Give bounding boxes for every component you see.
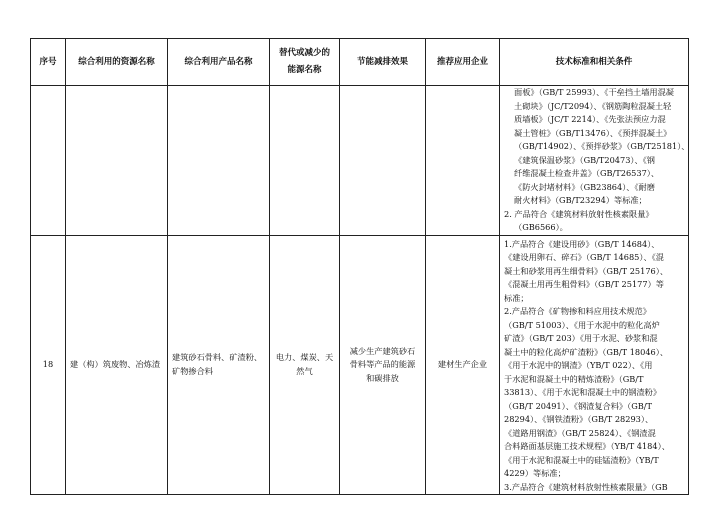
standard-line: 凝土管桩》（GB/T13476）、《预拌混凝土》: [514, 127, 672, 138]
cell-resource-empty: [66, 86, 168, 236]
standard-line: 《混凝土用再生粗骨料》（GB/T 25177）等: [504, 279, 664, 289]
standard-line: 28294）、《钢铁渣粉》（GB/T 28293）、: [504, 414, 654, 424]
standard-line: 《建筑保温砂浆》（GB/T20473）、《钢: [514, 154, 655, 165]
header-replace: 替代或减少的能源名称: [270, 39, 340, 86]
table-row-continuation: [31, 86, 689, 236]
standard-line: 4229）等标准；: [504, 468, 566, 478]
standard-line: 1.产品符合《建设用砂》（GB/T 14684）、: [504, 238, 660, 249]
standard-line: 矿渣》（GB/T 203）《用于水泥、砂浆和混: [504, 333, 658, 343]
header-row: [31, 39, 689, 86]
table-row-18: [31, 235, 689, 495]
standard-line: 凝土和砂浆用再生细骨料》（GB/T 25176）、: [504, 265, 669, 276]
standard-line: 合料路面基层施工技术规程》（YB/T 4184）、: [504, 441, 670, 451]
standard-line: 《用于水泥中的钢渣》（YB/T 022）、《用: [504, 360, 653, 370]
header-effect: 节能减排效果: [340, 39, 426, 86]
cell-standard-continuation: [500, 86, 689, 236]
cell-effect-empty: [340, 86, 426, 236]
cell-product: 建筑砂石骨料、矿渣粉、矿物掺合料: [168, 235, 270, 495]
standard-line: （GB/T 20491）、《钢渣复合料》（GB/T: [504, 400, 652, 411]
standard-line: 《防火封堵材料》（GB23864）、《耐磨: [514, 181, 655, 192]
standard-line: 标准；: [504, 292, 529, 303]
cell-enterprise-empty: [426, 86, 500, 236]
cell-replace-empty: [270, 86, 340, 236]
cell-enterprise: 建材生产企业: [426, 235, 500, 495]
standard-line: 于水泥和混凝土中的精炼渣粉》（GB/T: [504, 373, 644, 384]
cell-seq-empty: [31, 86, 66, 236]
header-standard: 技术标准和相关条件: [500, 39, 689, 86]
cell-effect: 减少生产建筑砂石骨料等产品的能源和碳排放: [340, 235, 426, 495]
cell-resource: 建（构）筑废物、冶炼渣: [66, 235, 168, 495]
standard-line: 面板》（GB/T 25993）、《干垒挡土墙用混凝: [514, 87, 674, 97]
cell-product-empty: [168, 86, 270, 236]
standard-line: （GB/T14902）、《预拌砂浆》（GB/T25181）、: [514, 141, 690, 151]
standard-line: 33813）、《用于水泥和混凝土中的钢渣粉》: [504, 387, 662, 397]
standard-line: （GB6566）。: [514, 222, 568, 232]
cell-replace: 电力、煤炭、天然气: [270, 235, 340, 495]
header-enterprise: 推荐应用企业: [426, 39, 500, 86]
header-seq: 序号: [31, 39, 66, 86]
standards-table: [30, 38, 689, 495]
standard-line: 3.产品符合《建筑材料放射性核素限量》（GB: [504, 481, 668, 492]
cell-seq: 18: [31, 235, 66, 495]
header-resource: 综合利用的资源名称: [66, 39, 168, 86]
standard-line: 《用于水泥和混凝土中的硅锰渣粉》（YB/T: [504, 454, 659, 465]
standard-line: 凝土中的粒化高炉矿渣粉》（GB/T 18046）、: [504, 346, 669, 357]
standard-line: 2. 产品符合《建筑材料放射性核素限量》: [504, 208, 654, 219]
standard-line: 纤维混凝土检查井盖》（GB/T26537）、: [514, 168, 660, 178]
header-product: 综合利用产品名称: [168, 39, 270, 86]
cell-standard: [500, 235, 689, 495]
standards-table-page: [30, 38, 689, 495]
standard-line: 耐火材料》（GB/T23294）等标准；: [514, 195, 647, 205]
standard-line: 2.产品符合《矿物掺和料应用技术规范》: [504, 306, 651, 316]
standard-line: 土砌块》（JC/T2094）、《钢筋陶粒混凝土轻: [514, 100, 672, 111]
standard-line: 《建设用卵石、碎石》（GB/T 14685）、《混: [504, 252, 664, 262]
standard-line: （GB/T 51003）、《用于水泥中的粒化高炉: [504, 319, 660, 330]
standard-line: 《道路用钢渣》（GB/T 25824）、《钢渣混: [504, 427, 656, 438]
standard-line: 质墙板》（JC/T 2214）、《先张法预应力混: [514, 114, 666, 124]
